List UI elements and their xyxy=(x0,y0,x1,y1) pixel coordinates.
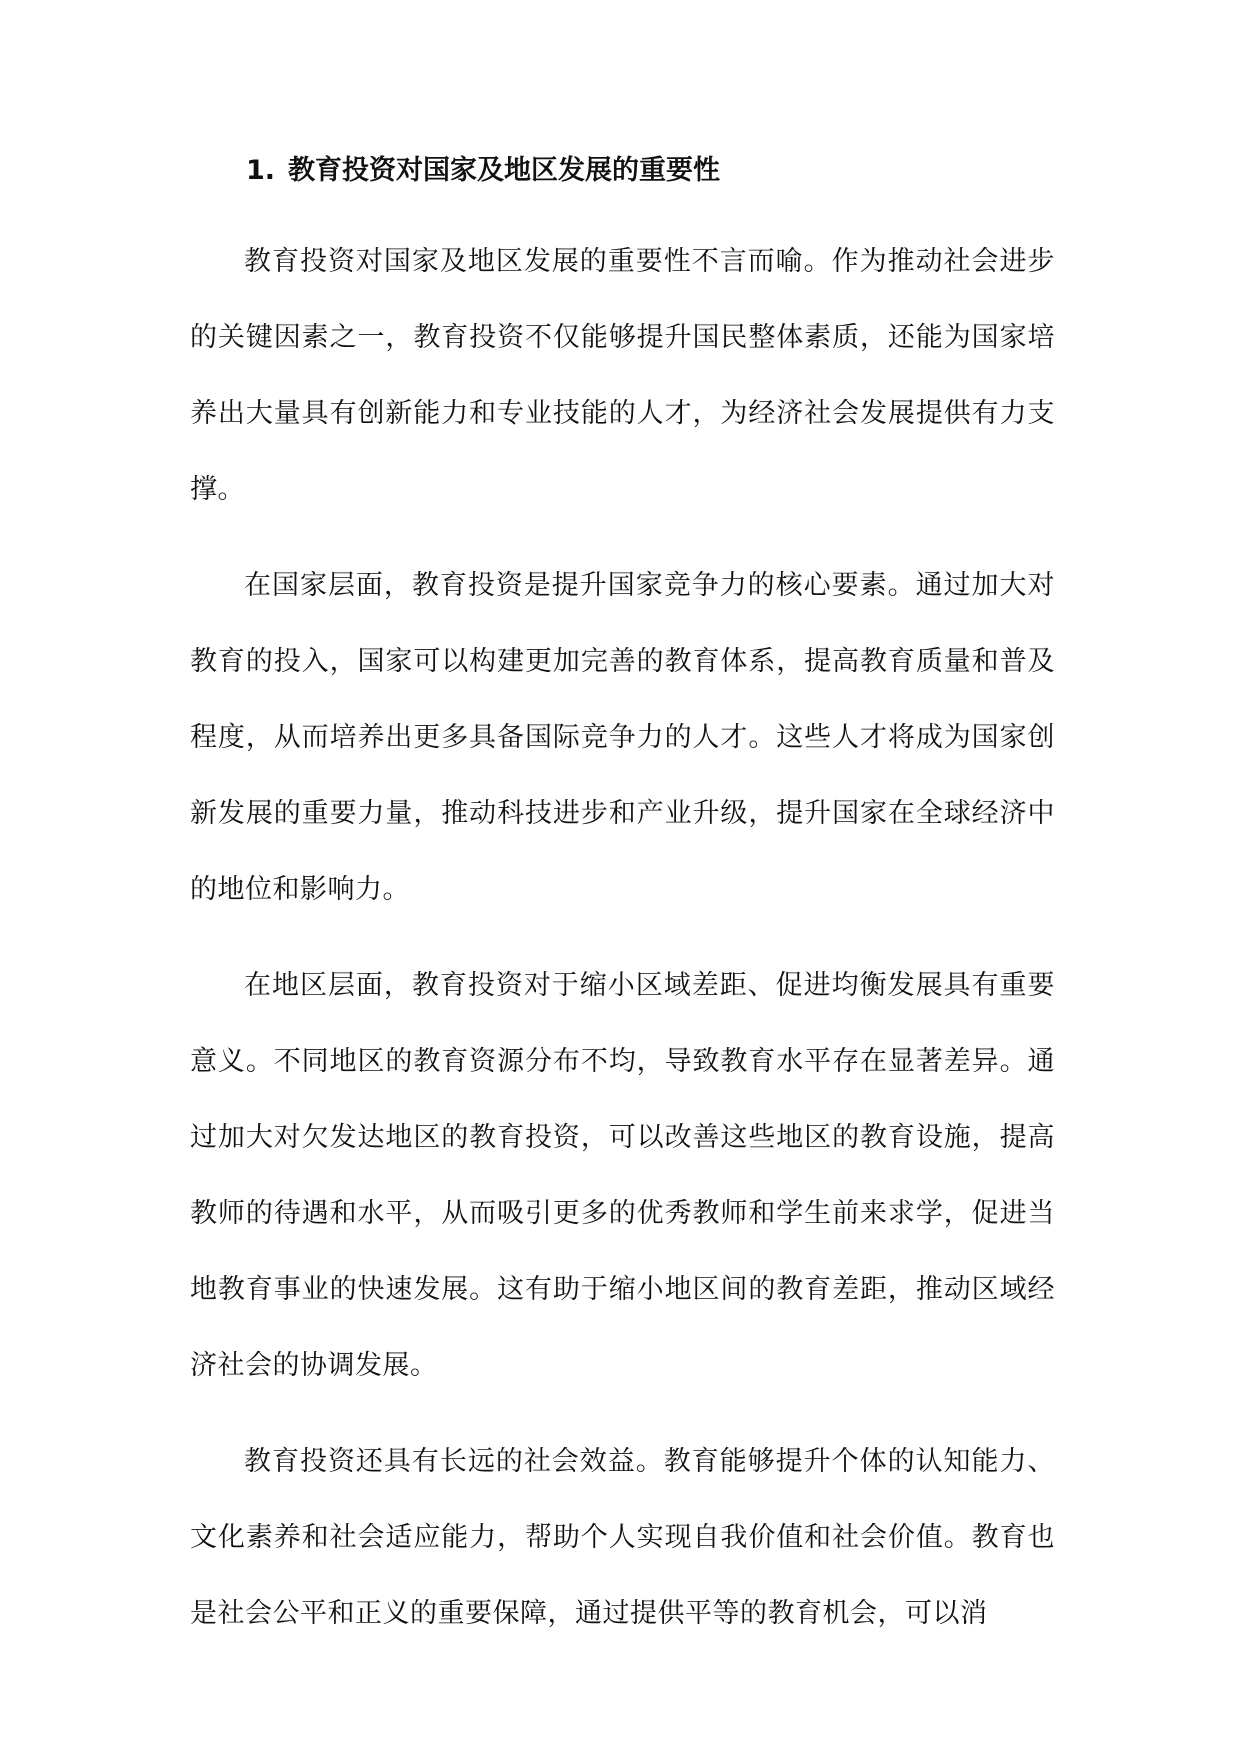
section-number: 1. xyxy=(246,155,276,186)
paragraph-social-benefits: 教育投资还具有长远的社会效益。教育能够提升个体的认知能力、文化素养和社会适应能力，帮助个人实现自我价值和社会价值。教育也是社会公平和正义的重要保障，通过提供平等的教育机会，可以消 xyxy=(190,1446,1055,1629)
section-title: 教育投资对国家及地区发展的重要性 xyxy=(288,155,720,186)
paragraph-national-level: 在国家层面，教育投资是提升国家竞争力的核心要素。通过加大对教育的投入，国家可以构建更加完善的教育体系，提高教育质量和普及程度，从而培养出更多具备国际竞争力的人才。这些人才将成为国家创新发展的重要力量，推动科技进步和产业升级，提升国家在全球经济中的地位和影响力。 xyxy=(190,570,1055,905)
document-body xyxy=(190,138,1055,1672)
paragraph-regional-level: 在地区层面，教育投资对于缩小区域差距、促进均衡发展具有重要意义。不同地区的教育资源分布不均，导致教育水平存在显著差异。通过加大对欠发达地区的教育投资，可以改善这些地区的教育设施，提高教师的待遇和水平，从而吸引更多的优秀教师和学生前来求学，促进当地教育事业的快速发展。这有助于缩小地区间的教育差距，推动区域经济社会的协调发展。 xyxy=(190,970,1055,1381)
paragraph-intro: 教育投资对国家及地区发展的重要性不言而喻。作为推动社会进步的关键因素之一，教育投资不仅能够提升国民整体素质，还能为国家培养出大量具有创新能力和专业技能的人才，为经济社会发展提供有力支撑。 xyxy=(190,246,1055,505)
section-heading xyxy=(190,138,1055,204)
